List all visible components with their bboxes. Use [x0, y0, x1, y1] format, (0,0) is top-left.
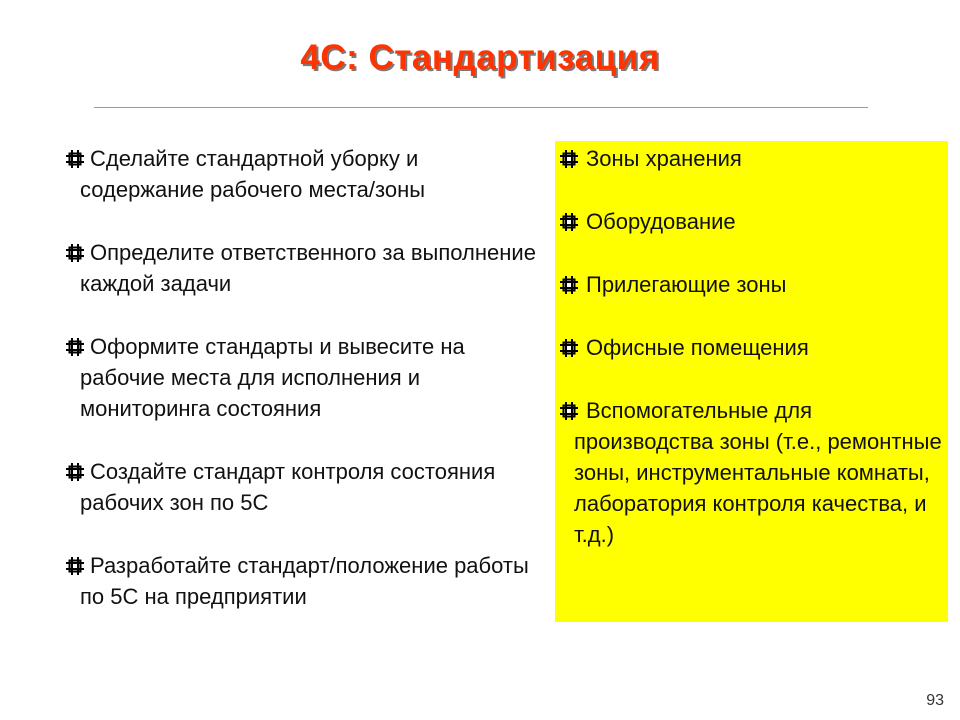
list-item [66, 331, 546, 424]
list-item [560, 269, 945, 300]
list-item [560, 206, 945, 237]
list-item-text: Сделайте стандартной уборку и содержание рабочего места/зоны [80, 146, 426, 202]
title-divider [94, 107, 868, 108]
page-number: 93 [926, 692, 944, 709]
list-item-text: Прилегающие зоны [586, 272, 787, 297]
hash-square-bullet-icon [66, 463, 84, 481]
hash-square-bullet-icon [66, 150, 84, 168]
list-item-text: Определите ответственного за выполнение каждой задачи [80, 240, 536, 296]
list-item-text: Зоны хранения [586, 146, 742, 171]
hash-square-bullet-icon [66, 338, 84, 356]
hash-square-bullet-icon [560, 339, 578, 357]
list-item [560, 332, 945, 363]
hash-square-bullet-icon [560, 276, 578, 294]
list-item-text: Оборудование [586, 209, 736, 234]
list-item [560, 143, 945, 174]
hash-square-bullet-icon [560, 402, 578, 420]
list-item [560, 395, 945, 550]
list-item-text: Создайте стандарт контроля состояния рабочих зон по 5С [80, 459, 496, 515]
list-item-text: Оформите стандарты и вывесите на рабочие места для исполнения и мониторинга состояния [80, 334, 465, 421]
hash-square-bullet-icon [66, 244, 84, 262]
list-item-text: Вспомогательные для производства зоны (т.е., ремонтные зоны, инструментальные комнаты, лаборатория контроля качества, и т.д.) [574, 398, 942, 547]
hash-square-bullet-icon [66, 557, 84, 575]
list-item-text: Офисные помещения [586, 335, 809, 360]
left-bullet-list [66, 143, 546, 644]
slide-title: 4С: Стандартизация [300, 38, 660, 77]
list-item [66, 456, 546, 518]
hash-square-bullet-icon [560, 150, 578, 168]
list-item-text: Разработайте стандарт/положение работы по 5С на предприятии [80, 553, 529, 609]
list-item [66, 550, 546, 612]
list-item [66, 143, 546, 205]
list-item [66, 237, 546, 299]
right-bullet-list [560, 143, 945, 582]
hash-square-bullet-icon [560, 213, 578, 231]
